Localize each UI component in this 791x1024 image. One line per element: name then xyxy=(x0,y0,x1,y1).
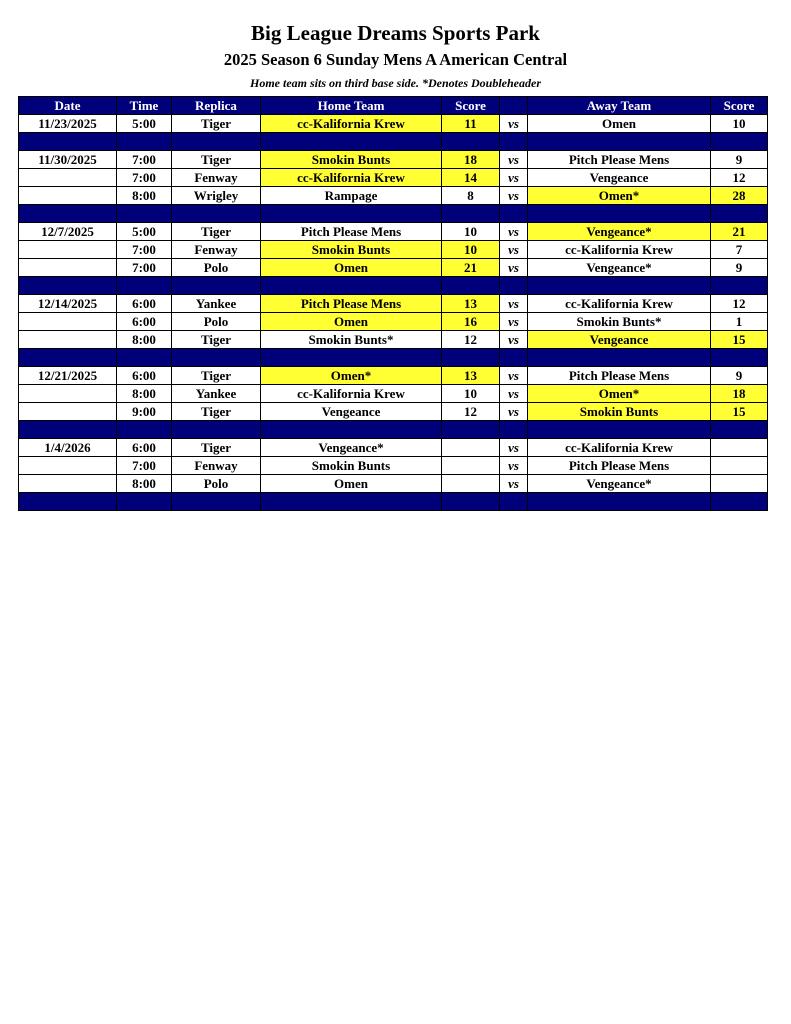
game-replica: Fenway xyxy=(172,169,261,187)
column-header-date: Date xyxy=(19,97,117,115)
away-score: 21 xyxy=(711,223,768,241)
separator-cell xyxy=(500,421,528,439)
separator-cell xyxy=(19,133,117,151)
separator-cell xyxy=(261,205,442,223)
separator-cell xyxy=(261,493,442,511)
game-row xyxy=(19,403,768,421)
game-row xyxy=(19,295,768,313)
column-header-home-score: Score xyxy=(442,97,500,115)
vs-label: vs xyxy=(500,115,528,133)
game-time: 8:00 xyxy=(117,385,172,403)
home-score: 12 xyxy=(442,331,500,349)
week-separator xyxy=(19,277,768,295)
separator-cell xyxy=(500,205,528,223)
home-team: Smokin Bunts xyxy=(261,241,442,259)
game-date xyxy=(19,331,117,349)
home-team: Vengeance xyxy=(261,403,442,421)
separator-cell xyxy=(172,277,261,295)
column-header-home-team: Home Team xyxy=(261,97,442,115)
game-date xyxy=(19,475,117,493)
home-score xyxy=(442,457,500,475)
home-score: 16 xyxy=(442,313,500,331)
vs-label: vs xyxy=(500,187,528,205)
schedule-body xyxy=(19,115,768,511)
separator-cell xyxy=(172,349,261,367)
separator-cell xyxy=(711,349,768,367)
away-team: Omen xyxy=(528,115,711,133)
separator-cell xyxy=(528,421,711,439)
separator-cell xyxy=(500,349,528,367)
game-time: 7:00 xyxy=(117,241,172,259)
vs-label: vs xyxy=(500,367,528,385)
home-team: Smokin Bunts xyxy=(261,457,442,475)
game-replica: Tiger xyxy=(172,439,261,457)
away-team: Vengeance* xyxy=(528,223,711,241)
away-score: 9 xyxy=(711,259,768,277)
separator-cell xyxy=(711,277,768,295)
schedule-note: Home team sits on third base side. *Denotes Doubleheader xyxy=(250,76,541,90)
separator-cell xyxy=(442,205,500,223)
game-row xyxy=(19,187,768,205)
away-team: Omen* xyxy=(528,187,711,205)
away-score: 12 xyxy=(711,169,768,187)
separator-cell xyxy=(711,421,768,439)
separator-cell xyxy=(172,133,261,151)
game-date xyxy=(19,403,117,421)
week-separator xyxy=(19,205,768,223)
away-team: cc-Kalifornia Krew xyxy=(528,241,711,259)
separator-cell xyxy=(500,493,528,511)
page-subtitle: 2025 Season 6 Sunday Mens A American Central xyxy=(223,50,568,69)
vs-label: vs xyxy=(500,439,528,457)
away-score: 1 xyxy=(711,313,768,331)
vs-label: vs xyxy=(500,295,528,313)
separator-cell xyxy=(261,421,442,439)
game-row xyxy=(19,115,768,133)
away-score: 15 xyxy=(711,403,768,421)
separator-cell xyxy=(19,493,117,511)
game-replica: Yankee xyxy=(172,295,261,313)
separator-cell xyxy=(711,133,768,151)
separator-cell xyxy=(261,133,442,151)
game-row xyxy=(19,241,768,259)
game-row xyxy=(19,439,768,457)
game-date: 12/14/2025 xyxy=(19,295,117,313)
away-team: Vengeance xyxy=(528,169,711,187)
vs-label: vs xyxy=(500,223,528,241)
game-row xyxy=(19,385,768,403)
game-time: 6:00 xyxy=(117,313,172,331)
schedule-table xyxy=(18,96,768,511)
game-time: 9:00 xyxy=(117,403,172,421)
game-date xyxy=(19,241,117,259)
game-date xyxy=(19,259,117,277)
game-replica: Polo xyxy=(172,259,261,277)
home-team: Pitch Please Mens xyxy=(261,295,442,313)
separator-cell xyxy=(19,421,117,439)
separator-cell xyxy=(442,133,500,151)
separator-cell xyxy=(172,493,261,511)
away-team: Pitch Please Mens xyxy=(528,457,711,475)
game-replica: Polo xyxy=(172,313,261,331)
game-date xyxy=(19,385,117,403)
separator-cell xyxy=(172,421,261,439)
game-date xyxy=(19,313,117,331)
home-team: Smokin Bunts xyxy=(261,151,442,169)
away-score: 18 xyxy=(711,385,768,403)
game-time: 8:00 xyxy=(117,331,172,349)
away-score: 12 xyxy=(711,295,768,313)
game-row xyxy=(19,259,768,277)
separator-cell xyxy=(528,205,711,223)
game-replica: Fenway xyxy=(172,457,261,475)
home-team: cc-Kalifornia Krew xyxy=(261,385,442,403)
home-team: Omen xyxy=(261,313,442,331)
away-team: cc-Kalifornia Krew xyxy=(528,439,711,457)
game-date: 11/30/2025 xyxy=(19,151,117,169)
game-time: 5:00 xyxy=(117,223,172,241)
game-replica: Polo xyxy=(172,475,261,493)
home-score: 8 xyxy=(442,187,500,205)
away-score: 9 xyxy=(711,151,768,169)
game-row xyxy=(19,223,768,241)
home-team: Omen* xyxy=(261,367,442,385)
game-row xyxy=(19,475,768,493)
vs-label: vs xyxy=(500,151,528,169)
away-team: Vengeance* xyxy=(528,259,711,277)
column-header-time: Time xyxy=(117,97,172,115)
home-score: 10 xyxy=(442,223,500,241)
game-replica: Wrigley xyxy=(172,187,261,205)
separator-cell xyxy=(261,277,442,295)
week-separator xyxy=(19,133,768,151)
separator-cell xyxy=(19,349,117,367)
away-score xyxy=(711,457,768,475)
vs-label: vs xyxy=(500,313,528,331)
game-row xyxy=(19,367,768,385)
away-team: Vengeance xyxy=(528,331,711,349)
vs-label: vs xyxy=(500,385,528,403)
game-time: 7:00 xyxy=(117,169,172,187)
home-team: Smokin Bunts* xyxy=(261,331,442,349)
game-row xyxy=(19,151,768,169)
game-time: 5:00 xyxy=(117,115,172,133)
game-row xyxy=(19,457,768,475)
separator-cell xyxy=(117,421,172,439)
game-time: 6:00 xyxy=(117,295,172,313)
separator-cell xyxy=(19,277,117,295)
vs-label: vs xyxy=(500,457,528,475)
separator-cell xyxy=(711,205,768,223)
away-team: Pitch Please Mens xyxy=(528,151,711,169)
home-team: Rampage xyxy=(261,187,442,205)
home-team: cc-Kalifornia Krew xyxy=(261,115,442,133)
home-score xyxy=(442,439,500,457)
game-replica: Tiger xyxy=(172,151,261,169)
separator-cell xyxy=(19,205,117,223)
away-team: Omen* xyxy=(528,385,711,403)
vs-label: vs xyxy=(500,169,528,187)
separator-cell xyxy=(528,493,711,511)
home-score: 14 xyxy=(442,169,500,187)
game-time: 8:00 xyxy=(117,475,172,493)
away-score: 10 xyxy=(711,115,768,133)
home-score: 12 xyxy=(442,403,500,421)
separator-cell xyxy=(117,205,172,223)
home-score: 18 xyxy=(442,151,500,169)
game-time: 7:00 xyxy=(117,151,172,169)
separator-cell xyxy=(117,133,172,151)
separator-cell xyxy=(442,421,500,439)
separator-cell xyxy=(442,277,500,295)
game-time: 8:00 xyxy=(117,187,172,205)
vs-label: vs xyxy=(500,403,528,421)
vs-label: vs xyxy=(500,331,528,349)
away-score: 7 xyxy=(711,241,768,259)
home-score: 13 xyxy=(442,367,500,385)
away-score: 9 xyxy=(711,367,768,385)
game-date xyxy=(19,457,117,475)
game-date: 11/23/2025 xyxy=(19,115,117,133)
column-header-vs xyxy=(500,97,528,115)
home-score: 21 xyxy=(442,259,500,277)
game-date xyxy=(19,169,117,187)
away-score: 15 xyxy=(711,331,768,349)
home-score: 13 xyxy=(442,295,500,313)
game-date: 12/21/2025 xyxy=(19,367,117,385)
home-score: 11 xyxy=(442,115,500,133)
away-team: Pitch Please Mens xyxy=(528,367,711,385)
game-time: 7:00 xyxy=(117,457,172,475)
away-score: 28 xyxy=(711,187,768,205)
column-header-away-team: Away Team xyxy=(528,97,711,115)
table-header-row xyxy=(19,97,768,115)
game-replica: Tiger xyxy=(172,403,261,421)
week-separator xyxy=(19,493,768,511)
game-date: 1/4/2026 xyxy=(19,439,117,457)
game-replica: Tiger xyxy=(172,331,261,349)
separator-cell xyxy=(117,493,172,511)
separator-cell xyxy=(528,277,711,295)
home-score: 10 xyxy=(442,241,500,259)
separator-cell xyxy=(172,205,261,223)
away-team: Smokin Bunts xyxy=(528,403,711,421)
separator-cell xyxy=(528,133,711,151)
game-row xyxy=(19,169,768,187)
home-team: Pitch Please Mens xyxy=(261,223,442,241)
separator-cell xyxy=(500,277,528,295)
game-replica: Tiger xyxy=(172,115,261,133)
vs-label: vs xyxy=(500,259,528,277)
separator-cell xyxy=(711,493,768,511)
separator-cell xyxy=(261,349,442,367)
away-team: Vengeance* xyxy=(528,475,711,493)
separator-cell xyxy=(528,349,711,367)
game-replica: Fenway xyxy=(172,241,261,259)
home-team: Omen xyxy=(261,259,442,277)
away-score xyxy=(711,475,768,493)
game-date: 12/7/2025 xyxy=(19,223,117,241)
week-separator xyxy=(19,349,768,367)
game-replica: Yankee xyxy=(172,385,261,403)
game-time: 6:00 xyxy=(117,439,172,457)
game-row xyxy=(19,313,768,331)
game-date xyxy=(19,187,117,205)
home-team: Omen xyxy=(261,475,442,493)
page-title: Big League Dreams Sports Park xyxy=(251,21,540,45)
game-replica: Tiger xyxy=(172,367,261,385)
vs-label: vs xyxy=(500,241,528,259)
game-time: 6:00 xyxy=(117,367,172,385)
away-team: Smokin Bunts* xyxy=(528,313,711,331)
column-header-replica: Replica xyxy=(172,97,261,115)
vs-label: vs xyxy=(500,475,528,493)
game-row xyxy=(19,331,768,349)
column-header-away-score: Score xyxy=(711,97,768,115)
separator-cell xyxy=(500,133,528,151)
home-score: 10 xyxy=(442,385,500,403)
away-team: cc-Kalifornia Krew xyxy=(528,295,711,313)
home-team: cc-Kalifornia Krew xyxy=(261,169,442,187)
separator-cell xyxy=(117,349,172,367)
separator-cell xyxy=(442,349,500,367)
week-separator xyxy=(19,421,768,439)
home-team: Vengeance* xyxy=(261,439,442,457)
game-time: 7:00 xyxy=(117,259,172,277)
home-score xyxy=(442,475,500,493)
away-score xyxy=(711,439,768,457)
separator-cell xyxy=(117,277,172,295)
separator-cell xyxy=(442,493,500,511)
game-replica: Tiger xyxy=(172,223,261,241)
